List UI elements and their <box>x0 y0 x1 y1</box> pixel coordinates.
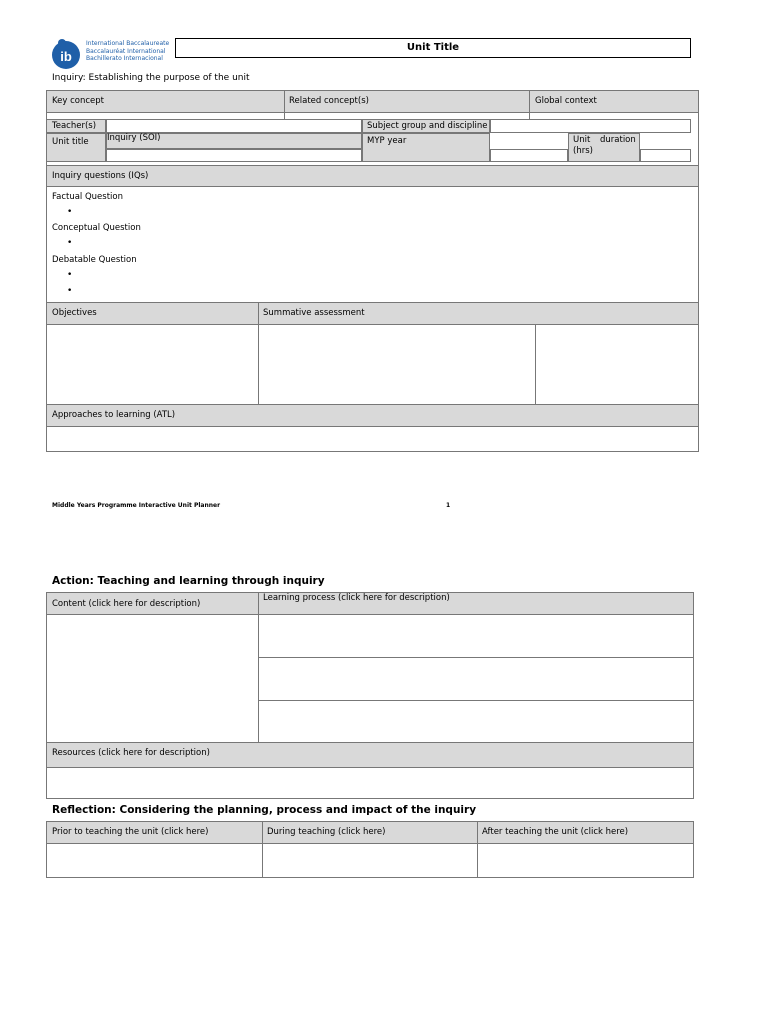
prior-label[interactable]: Prior to teaching the unit (click here) <box>52 827 209 837</box>
teachers-label: Teacher(s) <box>52 121 97 131</box>
conceptual-question-label: Conceptual Question <box>52 223 141 233</box>
objectives-label: Objectives <box>52 308 97 318</box>
debatable-bullet-2: • <box>67 286 73 296</box>
unit-duration-input[interactable] <box>640 149 691 162</box>
soi-label: Inquiry (SOI) <box>107 133 161 143</box>
ib-logo <box>50 36 180 70</box>
inquiry-heading: Inquiry: Establishing the purpose of the unit <box>52 73 250 83</box>
action-body[interactable] <box>46 614 694 743</box>
reflection-heading: Reflection: Considering the planning, process and impact of the inquiry <box>52 804 477 816</box>
myp-year-label: MYP year <box>367 136 407 146</box>
unit-title-label: Unit title <box>52 137 89 147</box>
debatable-question-label: Debatable Question <box>52 255 137 265</box>
resources-body[interactable] <box>46 767 694 799</box>
resources-label[interactable]: Resources (click here for description) <box>52 748 210 758</box>
global-context-label: Global context <box>535 96 597 106</box>
summative-assessment-label: Summative assessment <box>263 308 365 318</box>
page-number: 1 <box>446 502 451 509</box>
objectives-body[interactable] <box>46 324 699 405</box>
inquiry-questions-label: Inquiry questions (IQs) <box>52 171 149 181</box>
key-concept-label: Key concept <box>52 96 105 106</box>
reflection-body[interactable] <box>46 843 694 878</box>
logo-line-2: Baccalauréat International <box>86 47 166 55</box>
teachers-input[interactable] <box>106 119 362 133</box>
content-label[interactable]: Content (click here for description) <box>52 599 201 609</box>
svg-text:ib: ib <box>60 49 72 64</box>
logo-line-3: Bachillerato Internacional <box>86 55 163 62</box>
debatable-bullet-1: • <box>67 270 73 280</box>
factual-bullet: • <box>67 207 73 217</box>
key-concept-header-row <box>46 90 699 113</box>
subject-group-input[interactable] <box>490 119 691 133</box>
learning-process-label[interactable]: Learning process (click here for description) <box>263 593 450 603</box>
after-label[interactable]: After teaching the unit (click here) <box>482 827 629 837</box>
unit-title: Unit Title <box>406 42 460 53</box>
objectives-header-row <box>46 302 699 325</box>
ib-logo-icon <box>50 36 82 70</box>
during-label[interactable]: During teaching (click here) <box>267 827 386 837</box>
unit-title-input[interactable] <box>106 149 362 162</box>
factual-question-label: Factual Question <box>52 192 124 202</box>
conceptual-bullet: • <box>67 238 73 248</box>
unit-title-box[interactable] <box>175 38 691 58</box>
inquiry-questions-body[interactable] <box>46 186 699 303</box>
unit-duration-label-b: duration <box>600 135 636 145</box>
action-heading: Action: Teaching and learning through inquiry <box>52 575 325 587</box>
related-concepts-label: Related concept(s) <box>289 96 369 106</box>
footer-text: Middle Years Programme Interactive Unit Planner <box>52 502 221 509</box>
logo-line-1: International Baccalaureate <box>86 40 170 47</box>
atl-label: Approaches to learning (ATL) <box>52 410 176 420</box>
unit-duration-label-c: (hrs) <box>573 146 593 156</box>
subject-group-label: Subject group and discipline <box>367 121 488 131</box>
myp-year-input[interactable] <box>490 149 568 162</box>
unit-duration-label-a: Unit <box>573 135 591 145</box>
atl-body[interactable] <box>46 426 699 452</box>
